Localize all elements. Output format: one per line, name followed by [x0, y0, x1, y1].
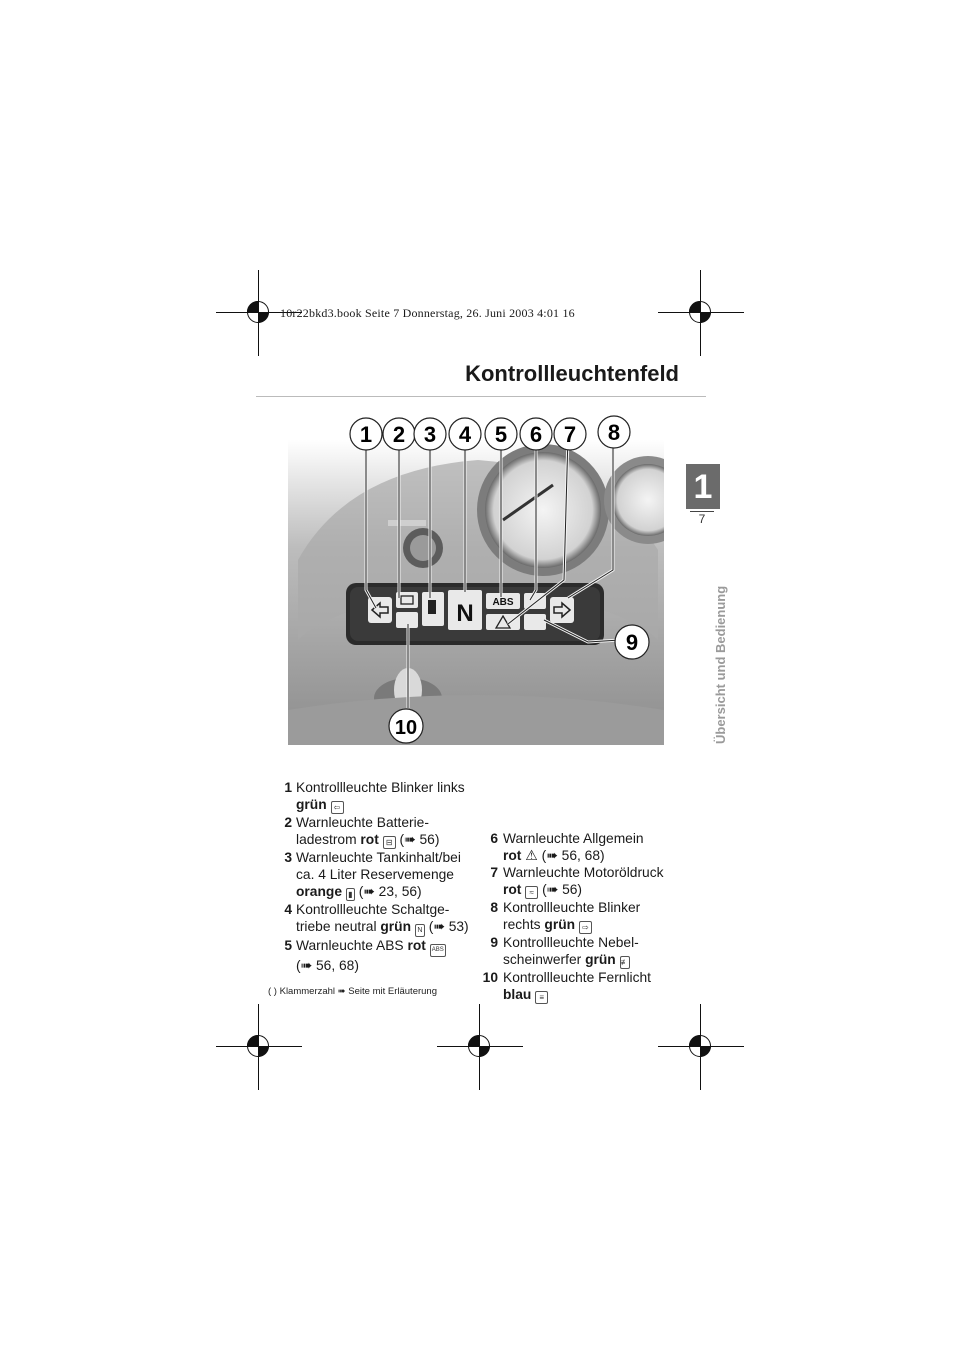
legend-item-10: 10 Kontrollleuchte Fernlicht blau ≡	[482, 970, 652, 1002]
callout-2	[383, 418, 415, 450]
fuel-icon: ▮	[346, 888, 355, 901]
fog-light-icon: ≢	[620, 958, 629, 967]
legend-item-1: 1 Kontrollleuchte Blinker links grün ⇦	[284, 780, 465, 812]
svg-text:7: 7	[563, 422, 577, 447]
page-title: Kontrollleuchtenfeld	[465, 361, 679, 386]
legend-item-8: 8 Kontrollleuchte Blinker rechts grün ⇨	[490, 900, 641, 932]
page-number: 7	[698, 512, 706, 526]
abs-icon: ABS	[430, 944, 446, 957]
svg-text:3: 3	[423, 422, 437, 447]
callouts-top	[348, 414, 648, 454]
callout-8	[598, 416, 630, 448]
callout-9	[612, 622, 652, 662]
legend-item-9: 9 Kontrollleuchte Nebel- scheinwerfer grün ≢	[490, 935, 639, 967]
callout-5	[485, 418, 517, 450]
legend-left	[270, 779, 500, 974]
crop-mark-top-right	[678, 290, 724, 336]
legend-item-6: 6 Warnleuchte Allgemein rot ⚠ (➠ 56, 68)	[490, 831, 644, 863]
legend-item-2: 2 Warnleuchte Batterie- ladestrom rot ⊟ (➠ 56)	[284, 815, 440, 847]
neutral-icon: N	[415, 924, 425, 937]
legend-item-7: 7 Warnleuchte Motoröldruck rot ≈ (➠ 56)	[490, 865, 664, 897]
svg-text:6: 6	[529, 422, 543, 447]
oil-can-icon: ≈	[525, 886, 538, 899]
svg-text:8: 8	[607, 420, 621, 445]
legend-right	[476, 830, 686, 1004]
svg-text:10: 10	[394, 717, 418, 739]
callout-10	[386, 706, 426, 746]
chapter-number: 1	[686, 464, 720, 509]
crop-mark-bottom-right	[678, 1024, 724, 1070]
svg-text:5: 5	[494, 422, 508, 447]
title-divider	[256, 396, 706, 397]
crop-mark-top-left	[236, 290, 282, 336]
crop-mark-bottom-left	[236, 1024, 282, 1070]
instrument-panel-figure	[288, 440, 664, 745]
neutral-symbol: N	[456, 600, 474, 627]
callout-1	[350, 418, 382, 450]
callout-7	[554, 418, 586, 450]
callout-4	[449, 418, 481, 450]
legend-item-4: 4 Kontrollleuchte Schaltge- triebe neutral grün N (➠ 53)	[270, 901, 500, 937]
arrow-left-icon: ⇦	[331, 801, 344, 814]
abs-symbol: ABS	[492, 597, 514, 608]
svg-text:4: 4	[458, 422, 472, 447]
callout-6	[520, 418, 552, 450]
arrow-right-icon: ⇨	[579, 921, 592, 934]
warning-triangle-icon: ⚠	[525, 847, 538, 863]
high-beam-icon: ≡	[535, 991, 548, 1004]
legend-item-3: 3 Warnleuchte Tankinhalt/bei ca. 4 Liter Reservemenge orange ▮ (➠ 23, 56)	[284, 850, 461, 899]
callout-3	[414, 418, 446, 450]
battery-icon: ⊟	[383, 836, 396, 849]
crop-mark-bottom-center	[457, 1024, 503, 1070]
svg-text:1: 1	[359, 422, 373, 447]
footnote: ( ) Klammerzahl ➠ Seite mit Erläuterung	[268, 986, 437, 997]
svg-text:2: 2	[392, 422, 406, 447]
book-header: 10r22bkd3.book Seite 7 Donnerstag, 26. Juni 2003 4:01 16	[280, 306, 575, 320]
svg-text:9: 9	[625, 630, 639, 655]
legend-item-5: 5 Warnleuchte ABS rot ABS (➠ 56, 68)	[284, 938, 444, 973]
